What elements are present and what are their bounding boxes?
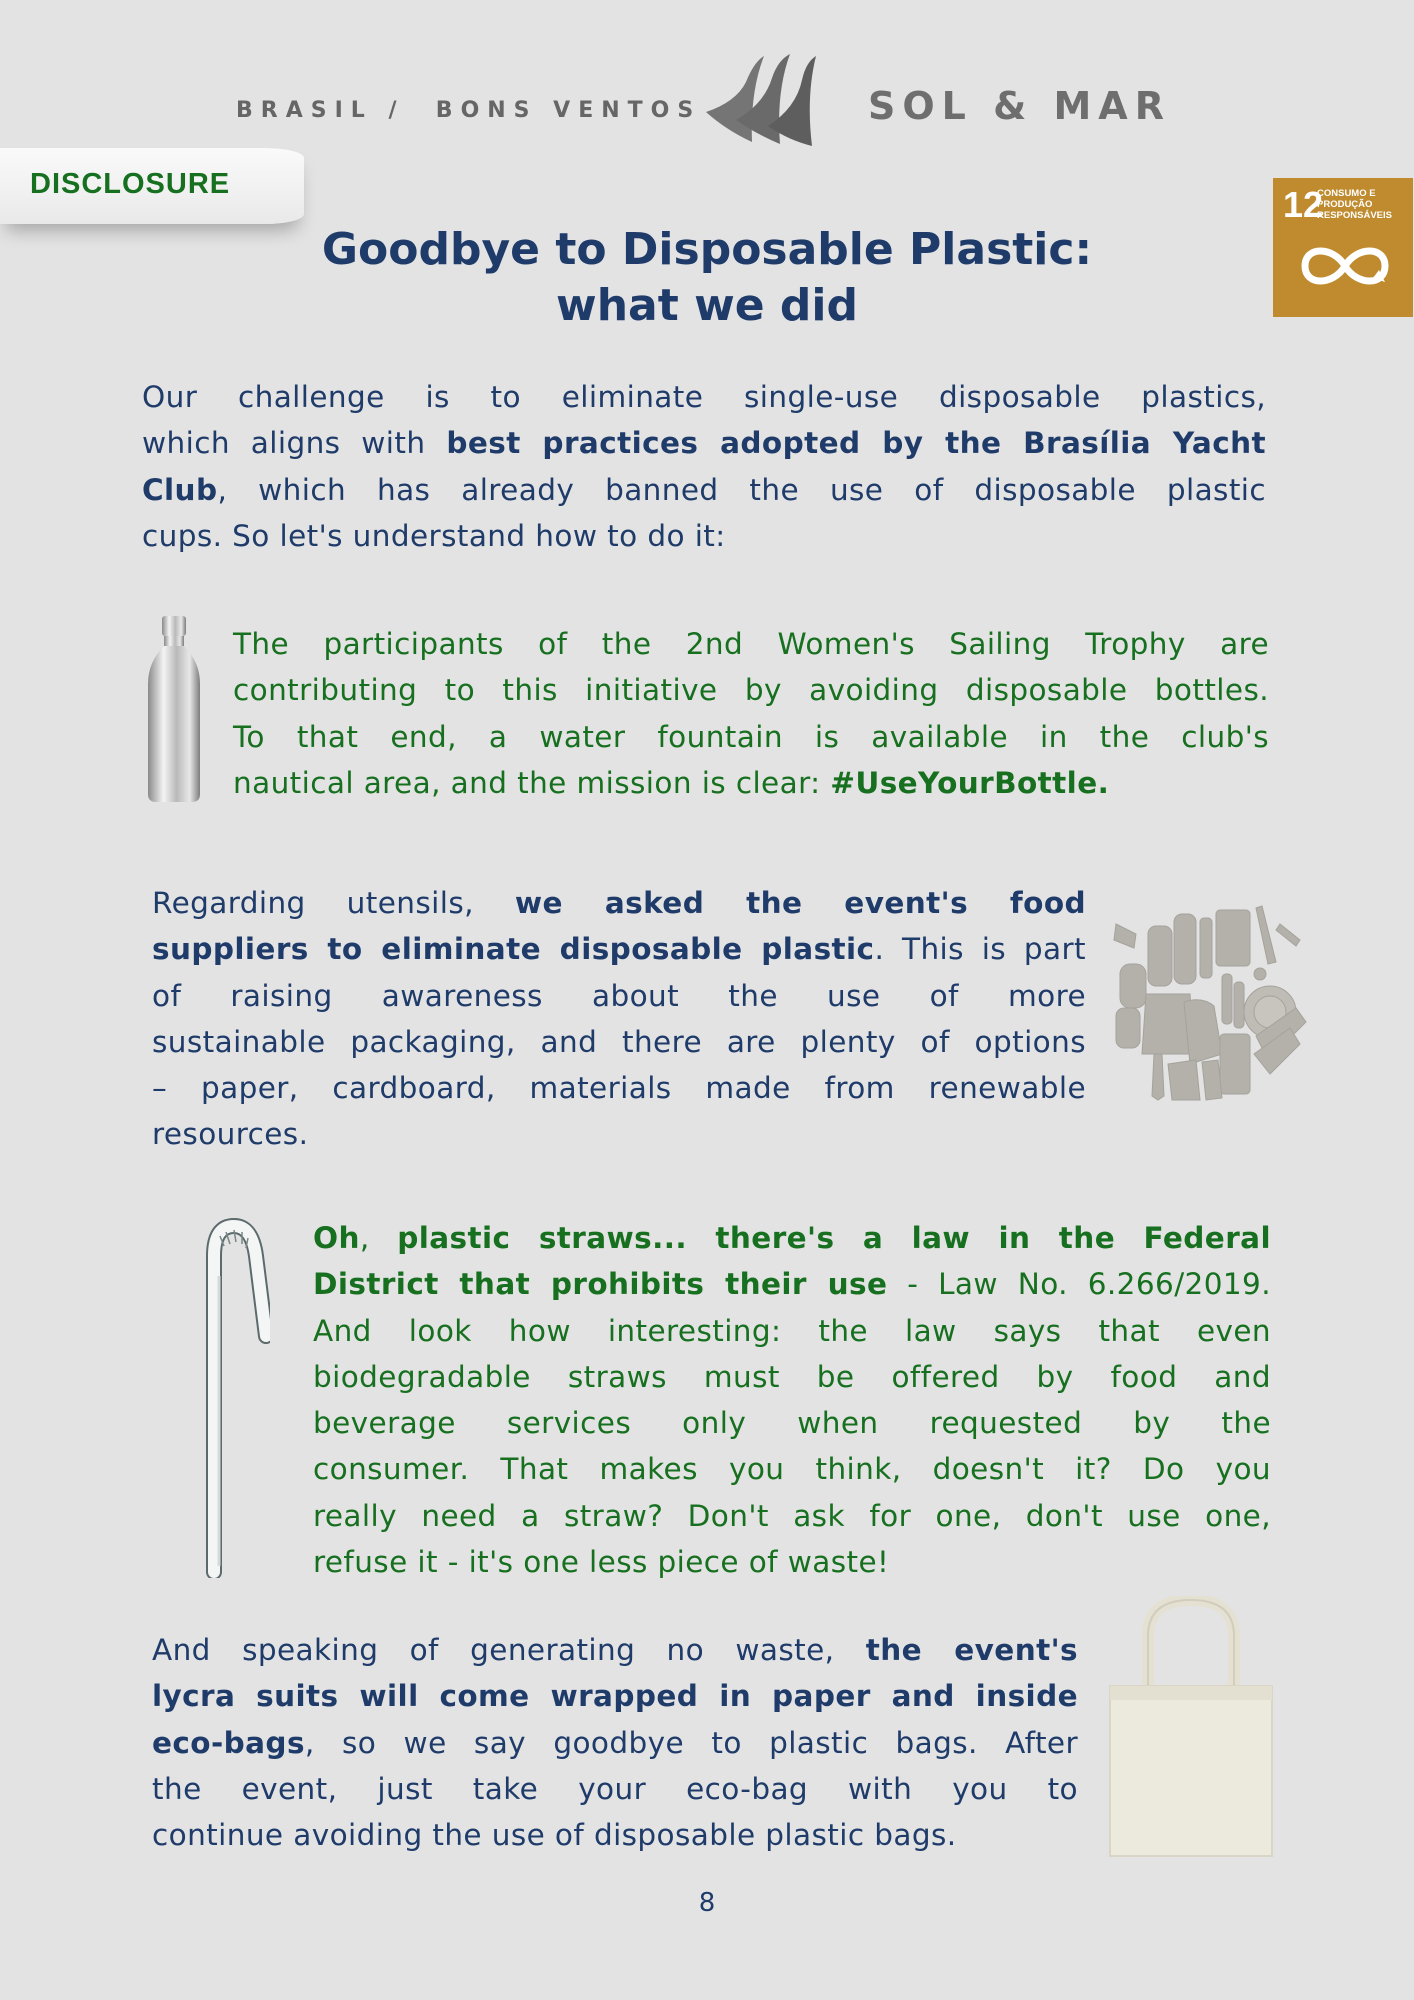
ecobag-paragraph: And speaking of generating no waste, the event's lycra suits will come wrapped in paper and inside eco-bags, so we say goodbye to plastic bags. After the event, just take your eco-bag with you to continue avoiding the use of disposable plastic bags. <box>152 1633 1078 1853</box>
straw-icon <box>206 1216 270 1578</box>
disposable-plastics-icon <box>1110 904 1308 1104</box>
disclosure-label: DISCLOSURE <box>30 168 231 200</box>
sdg-12-badge <box>1273 178 1413 317</box>
infinity-icon <box>1299 238 1391 294</box>
brand-tagline: BRASIL / BONS VENTOS <box>236 98 702 123</box>
eco-bag-icon <box>1108 1596 1274 1860</box>
brand-name: SOL & MAR <box>868 84 1171 128</box>
straws-paragraph: Oh, plastic straws... there's a law in the Federal District that prohibits their use - Law No. 6.266/2019. And look how interesting: the law says that even biodegradable straws must be offered by food and beverage services only when requested by the consumer. That makes you think, doesn't it? Do you really need a straw? Don't ask for one, don't use one, refuse it - it's one less piece of waste! <box>313 1221 1271 1580</box>
page-title: Goodbye to Disposable Plastic: what we did <box>321 224 1093 331</box>
sdg-label: CONSUMO E PRODUÇÃO RESPONSÁVEIS <box>1317 188 1392 221</box>
sails-logo-icon <box>706 52 830 148</box>
bottle-paragraph: The participants of the 2nd Women's Sailing Trophy are contributing to this initiative by avoiding disposable bottles. To that end, a water fountain is available in the club's nautical area, and the mission is clear: #UseYourBottle. <box>233 627 1269 800</box>
utensils-paragraph: Regarding utensils, we asked the event's food suppliers to eliminate disposable plastic. This is part of raising awareness about the use of more sustainable packaging, and there are plenty of options – paper, cardboard, materials made from renewable resources. <box>152 886 1086 1152</box>
page-number: 8 <box>698 1888 716 1918</box>
intro-paragraph: Our challenge is to eliminate single-use disposable plastics, which aligns with best practices adopted by the Brasília Yacht Club, which has already banned the use of disposable plastic cups. So let's understand how to do it: <box>142 380 1266 553</box>
water-bottle-icon <box>144 614 204 804</box>
sdg-number: 12 <box>1283 184 1324 225</box>
